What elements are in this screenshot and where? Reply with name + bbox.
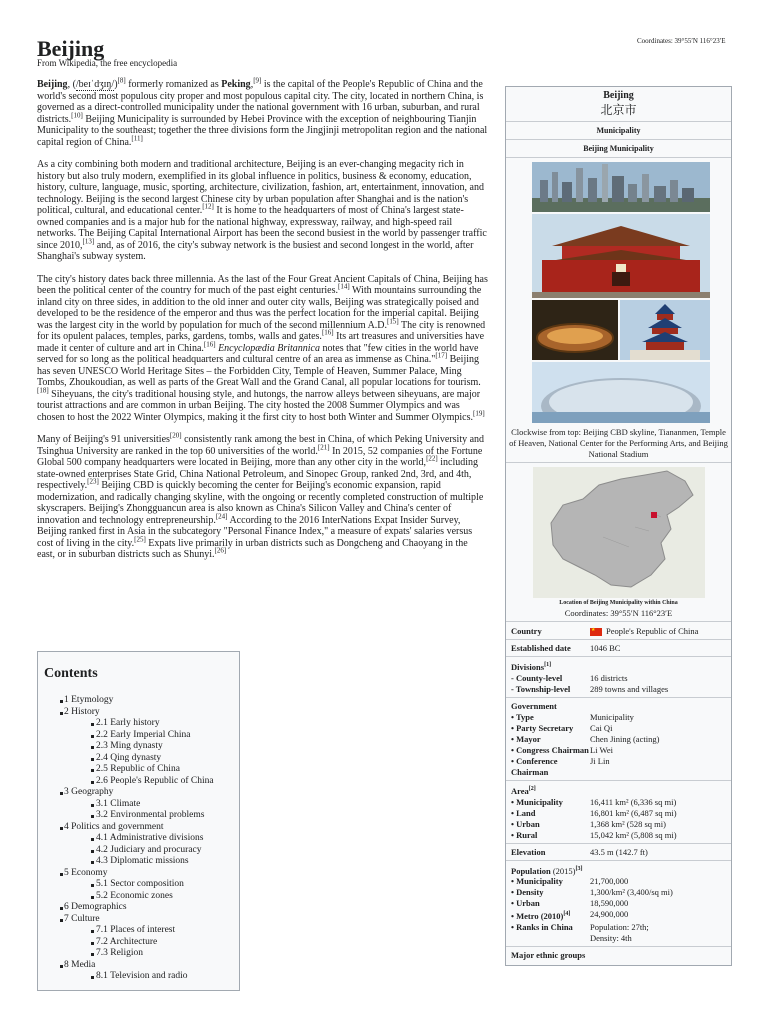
congress-chairman-value[interactable]: Li Wei: [590, 744, 614, 755]
photo-cbd-skyline[interactable]: [532, 162, 710, 212]
row-elevation: [506, 843, 731, 858]
county-value: 16 districts: [590, 672, 628, 683]
text: As a city combining both modern and traditional architecture, Beijing is an ever-changing megacity rich in history but also truly modern, exemplified in its global influence in politics, business & economy, education, history, culture, language, music, sporting, architecture, civilization, fashion, art, entertainment, innovation, and technology. Beijing is the second largest Chinese city by urban population after Shanghai and is the nation's political, cultural, and educational center.: [37, 159, 484, 216]
citation[interactable]: [26]: [214, 546, 227, 555]
citation[interactable]: [24]: [215, 512, 228, 521]
citation[interactable]: [13]: [82, 237, 95, 246]
text: Expats live primarily in urban districts such as Dongcheng and Chaoyang in the east, or in suburban districts such as Shunyi.: [37, 537, 468, 560]
row-area-rural: [506, 830, 731, 841]
gov-type-label: • Type: [511, 711, 534, 722]
section-government: Government: [506, 697, 731, 712]
text: According to the 2016 InterNations Expat Insider Survey, Beijing ranked first in Asia in the subcategory "Personal Finance Index," a measure of expats' salaries versus cost of living in the city.: [37, 514, 473, 549]
citation[interactable]: [8]: [117, 76, 126, 85]
area-rural-label: • Rural: [511, 829, 538, 840]
established-label: Established date: [511, 643, 571, 653]
citation[interactable]: [12]: [202, 202, 214, 211]
toc-item[interactable]: 4 Politics and government: [44, 822, 233, 834]
text: consistently rank among the best in China, of which Peking University and Tsinghua University are ranked in the top 60 universities of the world.: [37, 434, 485, 457]
text: is the capital of the People's Republic of China and the world's second most populous city proper and most populous capital city. The city, located in northern China, is governed as a direct-controlled municipality under the national government with 16 urban, suburban, and rural districts.: [37, 79, 484, 125]
toc-item[interactable]: 2.2 Early Imperial China: [44, 730, 233, 742]
paragraph-3: [37, 274, 488, 424]
row-area-municipality: [506, 797, 731, 808]
row-established: [506, 639, 731, 654]
area-land-label: • Land: [511, 807, 536, 818]
ranks-density: Density: 4th: [590, 933, 632, 944]
country-text[interactable]: People's Republic of China: [606, 626, 699, 636]
toc-item[interactable]: 5 Economy: [44, 868, 233, 880]
toc-item[interactable]: 4.2 Judiciary and procuracy: [44, 845, 233, 857]
citation[interactable]: [22]: [426, 454, 438, 463]
citation[interactable]: [25]: [134, 535, 146, 544]
area-land-value: 16,801 km² (6,487 sq mi): [590, 807, 677, 818]
row-area-land: [506, 808, 731, 819]
infobox-type[interactable]: Municipality: [506, 122, 731, 140]
photo-beijing-national-stadium[interactable]: [532, 300, 618, 360]
citation[interactable]: [15]: [387, 317, 399, 326]
infobox-name: Beijing Municipality: [506, 140, 731, 158]
conference-chairman-value[interactable]: Ji Lin: [590, 755, 610, 766]
text: ): [114, 79, 118, 90]
toc-item[interactable]: 8 Media: [44, 960, 233, 972]
toc-item[interactable]: 2.6 People's Republic of China: [44, 776, 233, 788]
citation[interactable]: [20]: [169, 431, 182, 440]
population-year: (2015): [550, 865, 576, 876]
section-population: [506, 860, 731, 877]
photo-tiananmen[interactable]: [532, 214, 710, 298]
page-subtitle: From Wikipedia, the free encyclopedia: [37, 58, 178, 68]
pronunciation-link[interactable]: /beɪˈdʒɪŋ/: [75, 79, 115, 90]
citation[interactable]: [2]: [528, 785, 536, 792]
paragraph-1: [37, 76, 488, 148]
toc-item[interactable]: 7.3 Religion: [44, 948, 233, 960]
row-pop-urban: [506, 898, 731, 909]
row-party-secretary: [506, 723, 731, 734]
infobox-coordinates[interactable]: Coordinates: 39°55′N 116°23′E: [506, 608, 731, 622]
paragraph-4: [37, 431, 488, 561]
toc-item[interactable]: 2 History: [44, 707, 233, 719]
citation[interactable]: [23]: [87, 477, 99, 486]
infobox: [505, 86, 732, 966]
toc-item[interactable]: 2.5 Republic of China: [44, 764, 233, 776]
text: With mountains surrounding the inland city on three sides, in addition to the old inner and outer city walls, Beijing was strategically poised and developed to be the residence of the emperor and thus was the perfect location for the imperial capital. Beijing was the largest city in the world by population for much of the second millennium A.D.: [37, 285, 482, 331]
text: ,: [250, 79, 254, 90]
text: including state-owned enterprises State Grid, China National Petroleum, and Sinopec Group, ranked 2nd, 3rd, and 4th, respectively.: [37, 457, 479, 491]
elevation-label: Elevation: [511, 846, 546, 857]
text: Beijing Municipality is surrounded by Hebei Province with the exception of neighbouring Tianjin Municipality to the southeast; together the three divisions form the Jingjinji metropolitan region and the national capital region of China.: [37, 113, 488, 148]
citation[interactable]: [19]: [473, 409, 485, 418]
toc-item[interactable]: 2.1 Early history: [44, 718, 233, 730]
toc-item[interactable]: 5.1 Sector composition: [44, 879, 233, 891]
text: formerly romanized as: [125, 79, 222, 90]
citation[interactable]: [1]: [544, 662, 552, 668]
coordinates-top[interactable]: Coordinates: 39°55′N 116°23′E: [637, 37, 726, 45]
established-value: 1046 BC: [590, 643, 621, 653]
citation[interactable]: [9]: [253, 76, 262, 85]
row-pop-municipality: [506, 876, 731, 887]
citation[interactable]: [11]: [131, 134, 143, 143]
row-mayor: [506, 734, 731, 745]
row-congress-chairman: [506, 745, 731, 756]
ranks-value: [590, 922, 731, 944]
infobox-chinese-name: 北京市: [600, 103, 637, 117]
metro-value: 24,900,000: [590, 909, 629, 920]
density-label: • Density: [511, 887, 544, 898]
row-area-urban: [506, 819, 731, 830]
toc-title: Contents: [44, 666, 98, 681]
row-country: [506, 626, 731, 637]
bold-peking: Peking: [221, 79, 251, 90]
pop-urban-value: 18,590,000: [590, 898, 629, 909]
ranks-label: • Ranks in China: [511, 922, 573, 933]
text: and, as of 2016, the city's subway network is the busiest and second longest in the world, after Shanghai's subway system.: [37, 239, 474, 262]
paragraph-2: [37, 159, 488, 263]
photo-national-center-performing-arts[interactable]: [532, 362, 710, 423]
gov-type-value[interactable]: Municipality: [590, 711, 634, 722]
pop-urban-label: • Urban: [511, 898, 540, 909]
county-label: - County-level: [511, 672, 563, 683]
row-density: [506, 887, 731, 898]
section-area: [506, 780, 731, 797]
toc-item[interactable]: 6 Demographics: [44, 902, 233, 914]
citation[interactable]: [21]: [317, 443, 330, 452]
toc-item[interactable]: 3.1 Climate: [44, 799, 233, 811]
citation[interactable]: [10]: [71, 111, 83, 120]
italic-britannica[interactable]: Encyclopædia Britannica: [218, 342, 320, 354]
photo-caption: Clockwise from top: Beijing CBD skyline, Tiananmen, Temple of Heaven, National Center for the Performing Arts, and Beijing National Stadium: [506, 423, 731, 463]
area-urban-label: • Urban: [511, 818, 540, 829]
row-metro: [506, 909, 731, 922]
text: In 2015, 52 companies of the Fortune Global 500 company headquarters were located in Beijing, more than any other city in the world,: [37, 445, 483, 468]
text: Many of Beijing's 91 universities: [37, 434, 170, 445]
country-label: Country: [511, 626, 542, 636]
area-municipality-label: • Municipality: [511, 796, 563, 807]
citation[interactable]: [17]: [435, 351, 448, 360]
population-label: Population: [511, 865, 551, 876]
citation[interactable]: [16]: [321, 328, 334, 337]
text: The city's history dates back three millennia. As the last of the Four Great Ancient Capitals of China, Beijing has been the political center of the country for much of the past eight centuries.: [37, 273, 488, 296]
country-value[interactable]: [590, 626, 731, 637]
citation[interactable]: [16]: [203, 340, 216, 349]
conference-chairman-label: • Conference Chairman: [511, 755, 558, 777]
toc-item[interactable]: 8.1 Television and radio: [44, 971, 233, 983]
area-label: Area: [511, 785, 529, 796]
infobox-title: Beijing: [603, 90, 634, 101]
bold-beijing: Beijing: [37, 79, 68, 90]
text: The city is renowned for its opulent palaces, temples, parks, gardens, tombs, walls and gates.: [37, 319, 486, 342]
row-ranks: [506, 922, 731, 944]
text: Its art treasures and universities have made it center of culture and art in China.: [37, 331, 485, 354]
density-value: 1,300/km² (3,400/sq mi): [590, 887, 673, 898]
text: It is home to the headquarters of most of China's largest state-owned companies and is a major hub for the national highway, expressway, railway, and high-speed rail networks. The Beijing Capital International Airport has been the second busiest in the world by passenger traffic since 2010,: [37, 205, 487, 251]
party-secretary-label: • Party Secretary: [511, 722, 574, 733]
text: Siheyuans, the city's traditional housing style, and hutongs, the narrow alleys between siheyuans, are major tourist attractions and are common in urban Beijing. The city hosted the 2008 Summer Olympics and was chosen to host the 2022 Winter Olympics, making it the first city to host both Winter and Summer Olympics.: [37, 388, 481, 423]
text: Beijing has seven UNESCO World Heritage Sites – the Forbidden City, Temple of Heaven, Summer Palace, Ming Tombs, Zhoukoudian, as well as parts of the Great Wall and the Grand Canal, all popular locations for tourism.: [37, 354, 481, 388]
china-map-icon: [533, 467, 705, 598]
mayor-value[interactable]: Chen Jining (acting): [590, 733, 660, 744]
text: notes that "few cities in the world have served for so long as the political headquarters and cultural centre of an area as immense as China.": [37, 342, 479, 365]
toc-item[interactable]: 4.1 Administrative divisions: [44, 833, 233, 845]
divisions-label: Divisions: [511, 661, 545, 672]
row-gov-type: [506, 712, 731, 723]
page-title: Beijing: [37, 36, 105, 61]
article-body: [37, 76, 488, 572]
area-municipality-value: 16,411 km² (6,336 sq mi): [590, 796, 677, 807]
toc-item[interactable]: 7.2 Architecture: [44, 937, 233, 949]
toc-item[interactable]: 3.2 Environmental problems: [44, 810, 233, 822]
infobox-header: [506, 87, 731, 122]
section-ethnic-groups: Major ethnic groups: [506, 946, 731, 965]
toc-item[interactable]: 7.1 Places of interest: [44, 925, 233, 937]
toc-item[interactable]: 1 Etymology: [44, 695, 233, 707]
toc-item[interactable]: 5.2 Economic zones: [44, 891, 233, 903]
congress-chairman-label: • Congress Chairman: [511, 744, 589, 755]
row-township: [506, 684, 731, 695]
citation[interactable]: [18]: [37, 386, 49, 395]
township-value: 289 towns and villages: [590, 683, 669, 694]
location-map[interactable]: [533, 467, 705, 598]
photo-temple-of-heaven[interactable]: [620, 300, 710, 360]
toc-list: [44, 695, 233, 983]
mayor-label: • Mayor: [511, 733, 541, 744]
party-secretary-value[interactable]: Cai Qi: [590, 722, 613, 733]
area-rural-value: 15,042 km² (5,808 sq mi): [590, 829, 677, 840]
toc-item[interactable]: 2.4 Qing dynasty: [44, 753, 233, 765]
citation[interactable]: [3]: [575, 865, 583, 872]
pop-municipality-value: 21,700,000: [590, 876, 629, 887]
table-of-contents: [37, 651, 240, 991]
area-urban-value: 1,368 km² (528 sq mi): [590, 818, 666, 829]
toc-item[interactable]: 7 Culture: [44, 914, 233, 926]
toc-item[interactable]: 4.3 Diplomatic missions: [44, 856, 233, 868]
metro-label: [506, 909, 590, 922]
ranks-population: Population: 27th;: [590, 922, 649, 933]
text: , (: [67, 79, 76, 90]
citation[interactable]: [14]: [338, 282, 350, 291]
toc-item[interactable]: 2.3 Ming dynasty: [44, 741, 233, 753]
map-caption: Location of Beijing Municipality within China: [559, 600, 678, 606]
text: Beijing CBD is quickly becoming the center for Beijing's economic expansion, rapid modernization, and radically changing skyline, with the ongoing or recently completed construction of multiple skyscrapers. Beijing's Zhongguancun area is also known as China's Silicon Valley and China's center of innovation and technology entrepreneurship.: [37, 480, 484, 526]
toc-item[interactable]: 3 Geography: [44, 787, 233, 799]
pop-municipality-label: • Municipality: [511, 876, 563, 887]
photo-montage[interactable]: [532, 162, 710, 423]
elevation-value: 43.5 m (142.7 ft): [590, 846, 648, 857]
china-flag-icon: [590, 628, 602, 636]
row-county: [506, 673, 731, 684]
citation[interactable]: [4]: [563, 911, 571, 918]
metro-label-text: • Metro (2010): [511, 911, 564, 922]
section-divisions: [506, 656, 731, 673]
township-label: - Township-level: [511, 683, 571, 694]
row-conference-chairman: [506, 756, 731, 778]
